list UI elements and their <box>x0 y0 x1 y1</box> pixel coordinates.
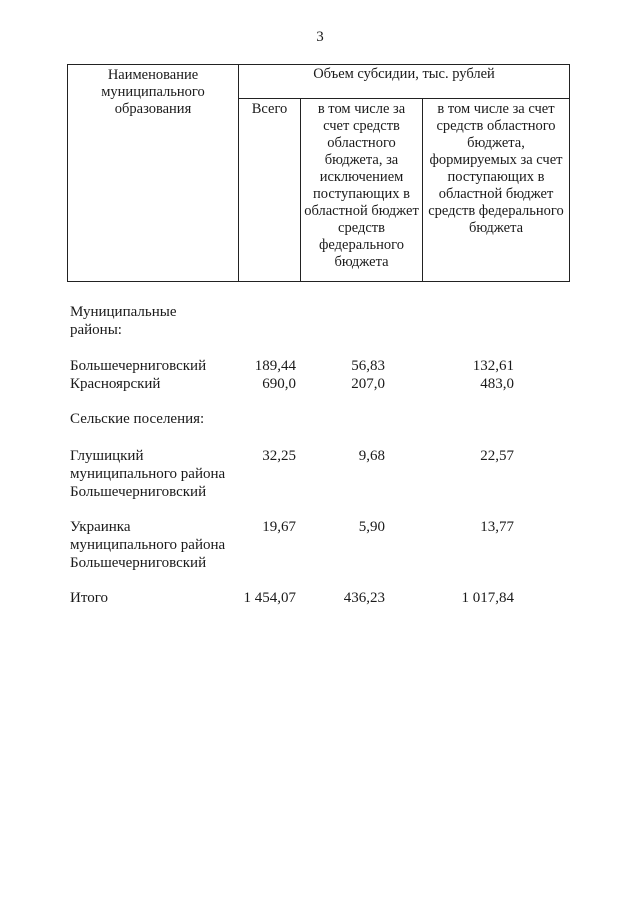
row-regional: 9,68 <box>358 448 385 464</box>
header-federal: в том числе за счет средств областного бюджета, формируемых за счет поступающих в областной бюджет средств федерального бюджета <box>423 99 570 282</box>
row-name: Украинка муниципального района Большечерниговский <box>70 519 226 571</box>
row-regional: 5,90 <box>358 519 385 535</box>
row-name: Большечерниговский <box>70 358 207 374</box>
row-federal: 22,57 <box>480 448 514 464</box>
header-volume: Объем субсидии, тыс. рублей <box>239 65 570 99</box>
row-name: Красноярский <box>70 376 161 392</box>
header-total: Всего <box>239 99 301 282</box>
row-regional: 56,83 <box>351 358 385 374</box>
header-name-column: Наименование муниципального образования <box>68 65 239 282</box>
total-row-name: Итого <box>70 590 108 606</box>
section-title-districts: Муниципальные районы: <box>70 304 177 338</box>
total-row-federal: 1 017,84 <box>461 590 514 606</box>
row-federal: 132,61 <box>472 358 514 374</box>
row-regional: 207,0 <box>351 376 385 392</box>
row-name: Глушицкий муниципального района Большечерниговский <box>70 448 226 500</box>
row-total: 690,0 <box>262 376 296 392</box>
row-federal: 13,77 <box>480 519 514 535</box>
total-row-total: 1 454,07 <box>243 590 296 606</box>
row-total: 19,67 <box>262 519 296 535</box>
table-header <box>67 64 570 282</box>
row-total: 189,44 <box>254 358 296 374</box>
row-total: 32,25 <box>262 448 296 464</box>
row-federal: 483,0 <box>480 376 514 392</box>
header-regional: в том числе за счет средств областного бюджета, за исключением поступающих в областной бюджет средств федерального бюджета <box>301 99 423 282</box>
total-row-regional: 436,23 <box>343 590 385 606</box>
page-number: 3 <box>316 29 324 45</box>
section-title-settlements: Сельские поселения: <box>70 411 205 427</box>
